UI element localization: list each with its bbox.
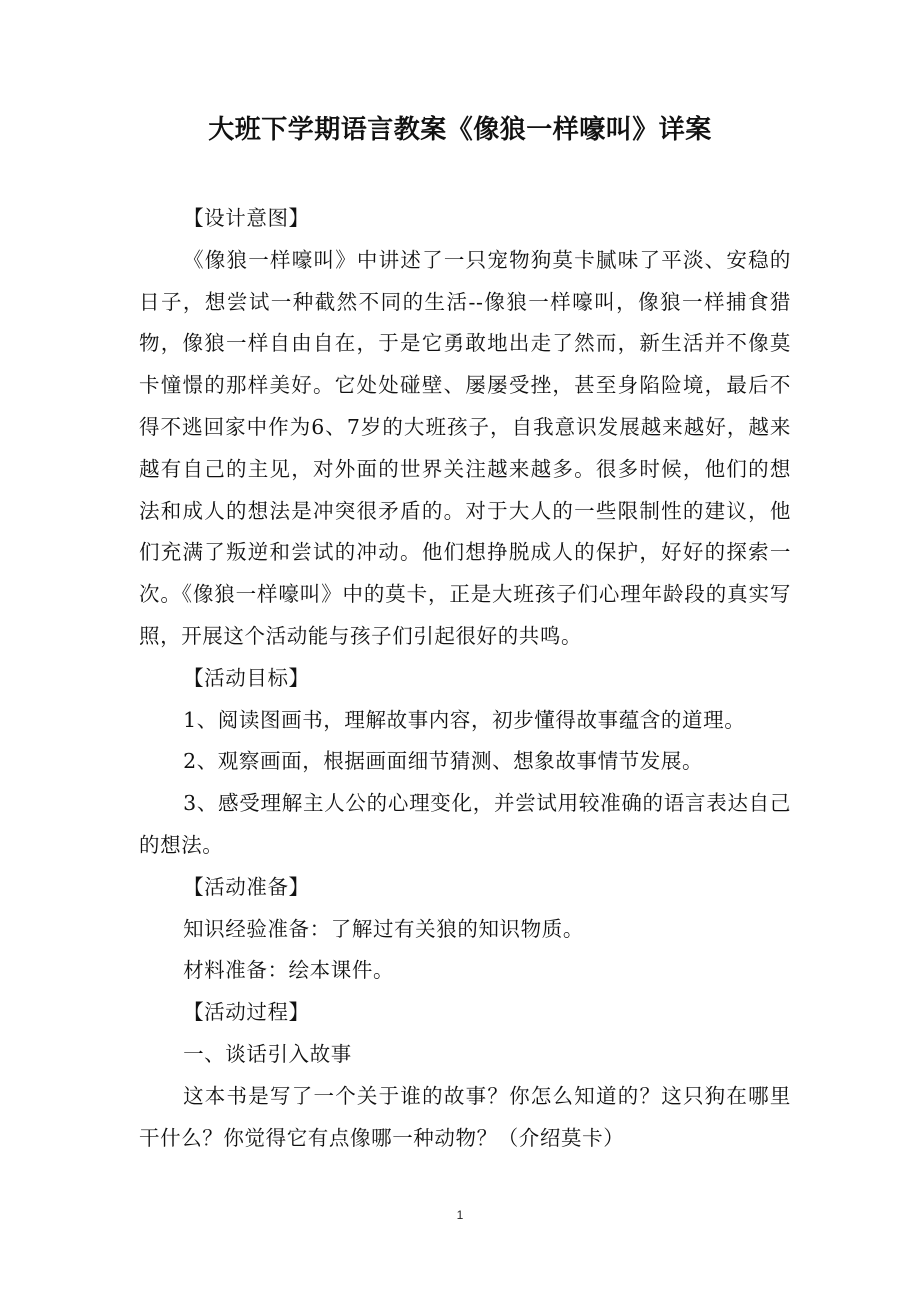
section-heading-preparation: 【活动准备】 <box>183 874 310 899</box>
section-heading-process: 【活动过程】 <box>183 1000 310 1025</box>
preparation-materials: 材料准备：绘本课件。 <box>183 958 395 983</box>
paragraph-design-intent: 《像狼一样嚎叫》中讲述了一只宠物狗莫卡腻味了平淡、安稳的日子，想尝试一种截然不同的生活--像狼一样嚎叫，像狼一样捕食猎物，像狼一样自由自在，于是它勇敢地出走了然而，新生活并不像莫卡憧憬的那样美好。它处处碰壁、屡屡受挫，甚至身陷险境，最后不得不逃回家中作为6、7岁的大班孩子，自我意识发展越来越好，越来越有自己的主见，对外面的世界关注越来越多。很多时候，他们的想法和成人的想法是冲突很矛盾的。对于大人的一些限制性的建议，他们充满了叛逆和尝试的冲动。他们想挣脱成人的保护，好好的探索一次。《像狼一样嚎叫》中的莫卡，正是大班孩子们心理年龄段的真实写照，开展这个活动能与孩子们引起很好的共鸣。 <box>139 247 791 648</box>
page-number: 1 <box>456 1208 464 1222</box>
section-heading-design-intent: 【设计意图】 <box>183 206 310 230</box>
process-step-heading-1: 一、谈话引入故事 <box>183 1041 352 1066</box>
document-title: 大班下学期语言教案《像狼一样嚎叫》详案 <box>208 115 712 145</box>
document-body <box>139 198 791 1159</box>
process-step-text-1: 这本书是写了一个关于谁的故事？你怎么知道的？这只狗在哪里干什么？你觉得它有点像哪一种动物？（介绍莫卡） <box>139 1083 791 1150</box>
preparation-knowledge: 知识经验准备：了解过有关狼的知识物质。 <box>183 916 584 941</box>
goal-item-1: 1、阅读图画书，理解故事内容，初步懂得故事蕴含的道理。 <box>183 707 746 732</box>
goal-item-3: 3、感受理解主人公的心理变化，并尝试用较准确的语言表达自己的想法。 <box>139 791 791 857</box>
goal-item-2: 2、观察画面，根据画面细节猜测、想象故事情节发展。 <box>183 749 704 774</box>
section-heading-goals: 【活动目标】 <box>183 665 310 690</box>
